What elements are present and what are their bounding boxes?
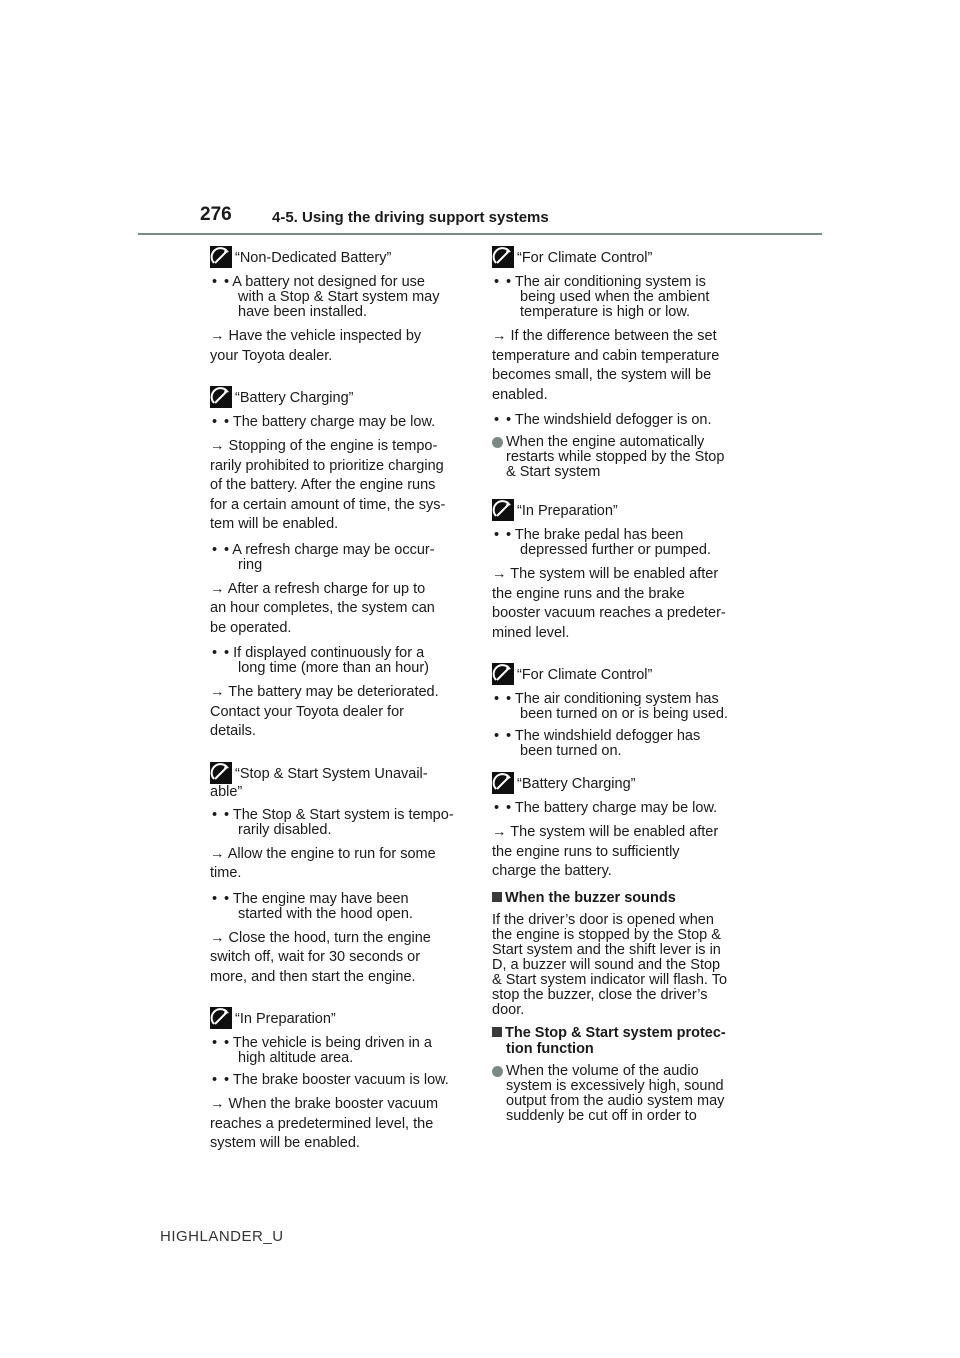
list-item: • • A refresh charge may be occur- ring [210,543,466,573]
stop-start-indicator-icon [210,386,232,408]
list-item: • • The air conditioning system is being used when the ambient temperature is high or low. [492,275,748,320]
note-item: When the volume of the audio system is excessively high, sound output from the audio system may suddenly be cut off in order to [492,1064,748,1124]
heading-text: “Battery Charging” [235,390,354,406]
message-heading [492,663,748,685]
stop-start-indicator-icon [492,772,514,794]
message-heading [492,499,748,521]
square-marker-icon [492,892,502,902]
message-heading [210,386,466,408]
list-item: • • A battery not designed for use with a Stop & Start system may have been installed. [210,275,466,320]
list-item: • • The Stop & Start system is tempo- rarily disabled. [210,808,466,838]
stop-start-indicator-icon [492,663,514,685]
heading-text: “Stop & Start System Unavail- [235,765,428,782]
heading-text: “Battery Charging” [517,776,636,792]
action-text: → The battery may be deteriorated. Contact your Toyota dealer for details. [210,684,439,739]
note-item: When the engine automatically restarts while stopped by the Stop & Start system [492,435,748,480]
subsection-heading: When the buzzer sounds [492,890,748,906]
list-item: • • The brake pedal has been depressed further or pumped. [492,528,748,558]
list-item: • • The vehicle is being driven in a high altitude area. [210,1036,466,1066]
bullet-dot-icon [492,1066,503,1077]
section-title: 4-5. Using the driving support systems [272,209,549,226]
action-text: → After a refresh charge for up to an hour completes, the system can be operated. [210,580,435,636]
heading-text: “For Climate Control” [517,250,653,266]
paragraph: If the driver’s door is opened when the engine is stopped by the Stop & Start system and the shift lever is in D, a buzzer will sound and the Stop & Start system indicator will flash. To stop the buzzer, close the driver’s door. [492,911,728,1018]
list-item: • • If displayed continuously for a long time (more than an hour) [210,646,466,676]
stop-start-indicator-icon [492,499,514,521]
action-text: → If the difference between the set temperature and cabin temperature becomes small, the system will be enabled. [492,328,720,403]
stop-start-indicator-icon [492,246,514,268]
list-item: • • The brake booster vacuum is low. [210,1073,466,1088]
right-column [492,246,748,1131]
stop-start-indicator-icon [210,762,232,784]
action-text: → The system will be enabled after the engine runs to sufficiently charge the battery. [492,824,719,879]
message-heading: “Stop & Start System Unavail- able” [210,762,466,801]
header-divider [138,233,822,235]
message-heading [492,772,748,794]
heading-text: “In Preparation” [517,503,618,519]
list-item: • • The battery charge may be low. [210,415,466,430]
subsection-heading: The Stop & Start system protec- tion function [492,1025,748,1057]
action-text: → Close the hood, turn the engine switch off, wait for 30 seconds or more, and then start the engine. [210,929,431,985]
action-text: → Stopping of the engine is tempo- rarily prohibited to prioritize charging of the battery. After the engine runs for a certain amount of time, the sys- tem will be enabled. [210,438,446,532]
page-number: 276 [200,204,232,225]
action-text: → When the brake booster vacuum reaches a predetermined level, the system will be enabled. [210,1096,439,1151]
left-column [210,246,466,1162]
action-text: → Have the vehicle inspected by your Toyota dealer. [210,328,422,364]
action-text: → The system will be enabled after the engine runs and the brake booster vacuum reaches a predeter- mined level. [492,566,726,641]
list-item: • • The battery charge may be low. [492,801,748,816]
list-item: • • The air conditioning system has been turned on or is being used. [492,692,748,722]
list-item: • • The windshield defogger has been turned on. [492,729,748,759]
action-text: → Allow the engine to run for some time. [210,845,436,881]
stop-start-indicator-icon [210,1007,232,1029]
message-heading [210,246,466,268]
bullet-dot-icon [492,437,503,448]
stop-start-indicator-icon [210,246,232,268]
heading-text: “Non-Dedicated Battery” [235,250,392,266]
model-code-footer: HIGHLANDER_U [160,1228,284,1245]
heading-text: “In Preparation” [235,1011,336,1027]
list-item: • • The engine may have been started with the hood open. [210,892,466,922]
square-marker-icon [492,1027,502,1037]
message-heading [492,246,748,268]
message-heading [210,1007,466,1029]
list-item: • • The windshield defogger is on. [492,413,748,428]
heading-text: “For Climate Control” [517,667,653,683]
